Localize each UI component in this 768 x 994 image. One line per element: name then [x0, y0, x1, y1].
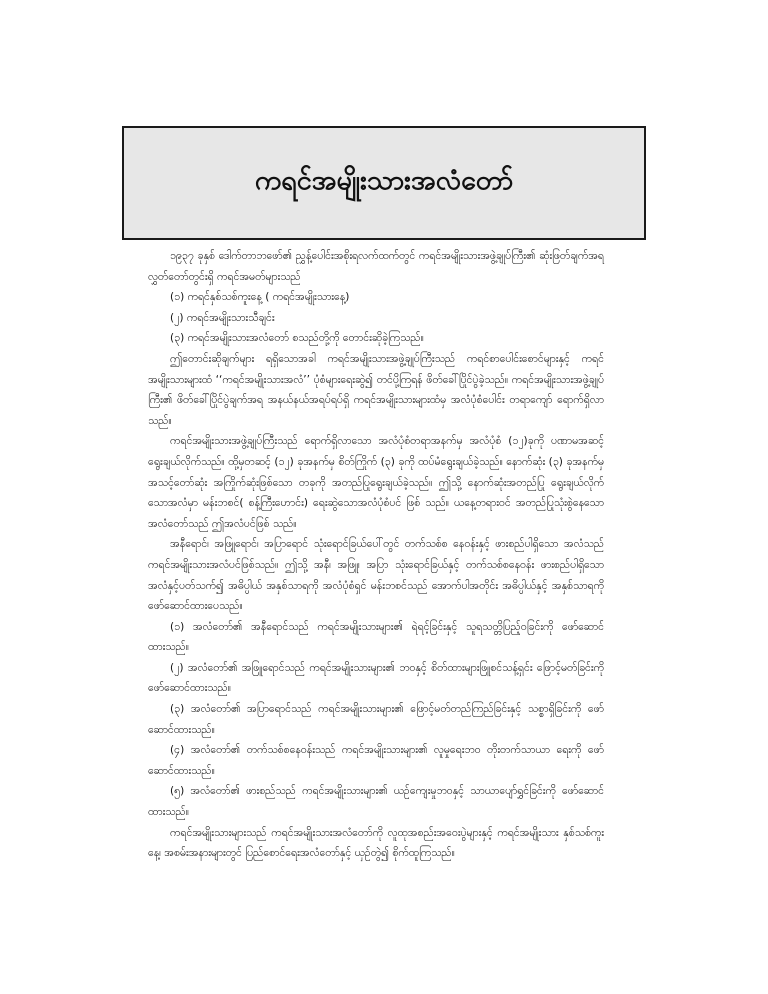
- paragraph: အနီရောင်၊ အဖြူရောင်၊ အပြာရောင် သုံးရောင်ခြယ်ပေါ်တွင် တက်သစ်စ နေဝန်းနှင့် ဖားစည်ပါရှိသော အလံသည် ကရင်အမျိုးသားအလံပင်ဖြစ်သည်။ ဤသို့ အနီ၊ အဖြူ၊ အပြာ သုံးရောင်ခြယ်နှင့် တက်သစ်စနေဝန်း ဖားစည်ပါရှိသော အလံနှင့်ပတ်သက်၍ အဓိပ္ပါယ် အနှစ်သာရကို အလံပုံစံရှင် မန်းဘစင်သည် အောက်ပါအတိုင်း အဓိပ္ပါယ်နှင့် အနှစ်သာရကို ဖော်ဆောင်ထားပေသည်။: [148, 538, 604, 613]
- list-item: (၂) ကရင်အမျိုးသားသီချင်း: [170, 311, 275, 324]
- paragraph: (၄) အလံတော်၏ တက်သစ်စနေဝန်းသည် ကရင်အမျိုးသားများ၏ လူမှုရေးဘဝ တိုးတက်သာယာ ရေးကို ဖော်ဆောင်ထားသည်။: [148, 744, 604, 777]
- paragraph: ၁၉၃၇ ခုနှစ် ဒေါက်တာဘဖော်၏ ညွှန့်ပေါင်းအစိုးရလက်ထက်တွင် ကရင်အမျိုးသားအဖွဲ့ချုပ်ကြီး၏ ဆုံးဖြတ်ချက်အရ လွှတ်တော်တွင်းရှိ ကရင်အမတ်များသည်: [148, 250, 604, 283]
- page-title: ကရင်အမျိုးသားအလံတော်: [254, 165, 514, 196]
- paragraph: (၁) အလံတော်၏ အနီရောင်သည် ကရင်အမျိုးသားများ၏ ရဲရင့်ခြင်းနှင့် သူရသတ္တိပြည့်ဝခြင်းကို ဖော်ဆောင်ထားသည်။: [148, 620, 604, 654]
- paragraph: ကရင်အမျိုးသားအဖွဲ့ချုပ်ကြီးသည် ရောက်ရှိလာသော အလံပုံစံတရာအနက်မှ အလံပုံစံ (၁၂)ခုကို ပဏာမအဆင့် ရွေးချယ်လိုက်သည်။ ထို့မှတဆင့် (၁၂) ခုအနက်မှ စိတ်ကြိုက် (၃) ခုကို ထပ်မံရွေးချယ်ခဲ့သည်။ နောက်ဆုံး (၃) ခုအနက်မှ အသင့်တော်ဆုံး အကြိုက်ဆုံးဖြစ်သော တခုကို အတည်ပြုရွေးချယ်ခဲ့သည်။ ဤသို့ နောက်ဆုံးအတည်ပြု ရွေးချယ်လိုက်သောအလံမှာ မန်းဘစင်( စန့်ကြီးဟောင်း) ရေးဆွဲသောအလံပုံစံပင် ဖြစ် သည်။ ယနေ့တရားဝင် အတည်ပြုသုံးစွဲနေသော အလံတော်သည် ဤအလံပင်ဖြစ် သည်။: [148, 435, 604, 530]
- document-body: [148, 246, 604, 864]
- title-box: [122, 126, 646, 240]
- list-item: (၁) ကရင်နှစ်သစ်ကူးနေ့ ( ကရင်အမျိုးသားနေ့): [170, 291, 350, 304]
- paragraph: (၅) အလံတော်၏ ဖားစည်သည် ကရင်အမျိုးသားများ၏ ယဉ်ကျေးမှုဘဝနှင့် သာယာပျော်ရွှင်ခြင်းကို ဖော်ဆောင်ထားသည်။: [148, 785, 604, 819]
- list-item: (၃) ကရင်အမျိုးသားအလံတော် စသည်တို့ကို တောင်းဆိုခဲ့ကြသည်။: [170, 332, 424, 345]
- paragraph: (၂) အလံတော်၏ အဖြူရောင်သည် ကရင်အမျိုးသားများ၏ ဘဝနှင့် စိတ်ထားများဖြူစင်သန့်ရှင်း ဖြောင့်မတ်ခြင်းကို ဖော်ဆောင်ထားသည်။: [148, 661, 604, 695]
- paragraph: ဤတောင်းဆိုချက်များ ရရှိသောအခါ ကရင်အမျိုးသားအဖွဲ့ချုပ်ကြီးသည် ကရင်စာပေါင်းစောင်များနှင့် ကရင်အမျိုးသားများထံ ‘‘ကရင်အမျိုးသားအလံ’’ ပုံစံများရေးဆွဲ၍ တင်ပို့ကြရန် ဖိတ်ခေါ်ပြိုင်ပွဲခဲ့သည်။ ကရင်အမျိုးသားအဖွဲ့ချုပ်ကြီး၏ ဖိတ်ခေါ်ပြိုင်ပွဲချက်အရ အနယ်နယ်အရပ်ရပ်ရှိ ကရင်အမျိုးသားများထံမှ အလံပုံစံပေါင်း တရာကျော် ရောက်ရှိလာသည်။: [148, 352, 604, 427]
- paragraph: ကရင်အမျိုးသားများသည် ကရင်အမျိုးသားအလံတော်ကို လူထုအစည်းအဝေးပွဲများနှင့် ကရင်အမျိုးသား နှစ်သစ်ကူးနေ့၊ အစမ်းအနားများတွင် ပြည်စောင်ရေးအလံတော်နှင့် ယှဉ်တွဲ၍ စိုက်ထူကြသည်။: [148, 826, 604, 860]
- paragraph: (၃) အလံတော်၏ အပြာရောင်သည် ကရင်အမျိုးသားများ၏ ဖြောင့်မတ်တည်ကြည်ခြင်းနှင့် သစ္စာရှိခြင်းကို ဖော်ဆောင်ထားသည်။: [148, 703, 604, 736]
